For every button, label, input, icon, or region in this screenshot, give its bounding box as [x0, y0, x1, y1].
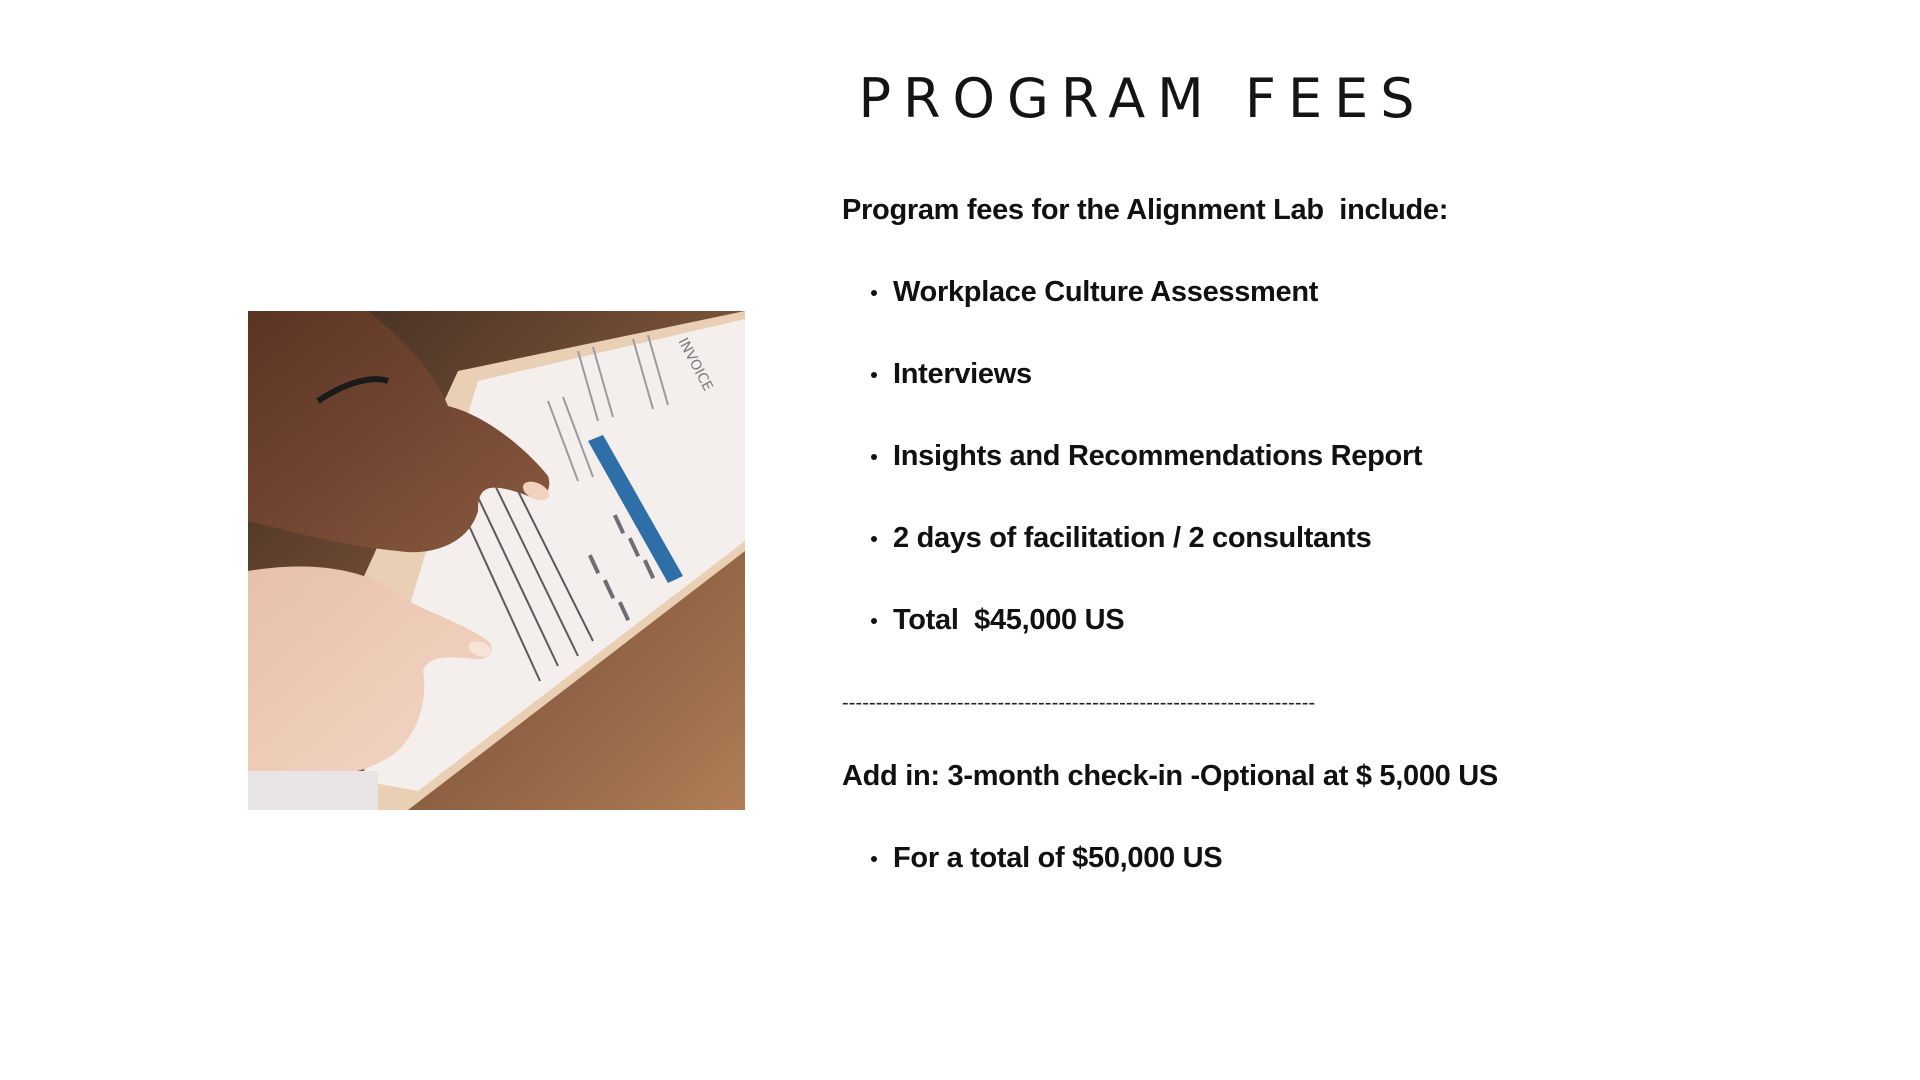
list-item: Workplace Culture Assessment	[842, 272, 1562, 312]
list-item: Total $45,000 US	[842, 600, 1562, 640]
invoice-photo-illustration	[248, 311, 745, 810]
intro-text: Program fees for the Alignment Lab include:	[842, 194, 1449, 226]
fees-content	[842, 190, 1562, 878]
list-item: Insights and Recommendations Report	[842, 436, 1562, 476]
dashed-divider: ----------------------------------------------------------------------	[842, 692, 1316, 714]
list-item: For a total of $50,000 US	[842, 838, 1562, 878]
list-item: Interviews	[842, 354, 1562, 394]
slide-title: PROGRAM FEES	[858, 67, 1427, 130]
invoice-heading: INVOICE	[674, 335, 716, 394]
invoice-photo	[248, 311, 745, 810]
fees-list	[842, 272, 1562, 640]
addin-list	[842, 838, 1562, 878]
addin-text: Add in: 3-month check-in -Optional at $ 5,000 US	[842, 760, 1498, 792]
list-item: 2 days of facilitation / 2 consultants	[842, 518, 1562, 558]
